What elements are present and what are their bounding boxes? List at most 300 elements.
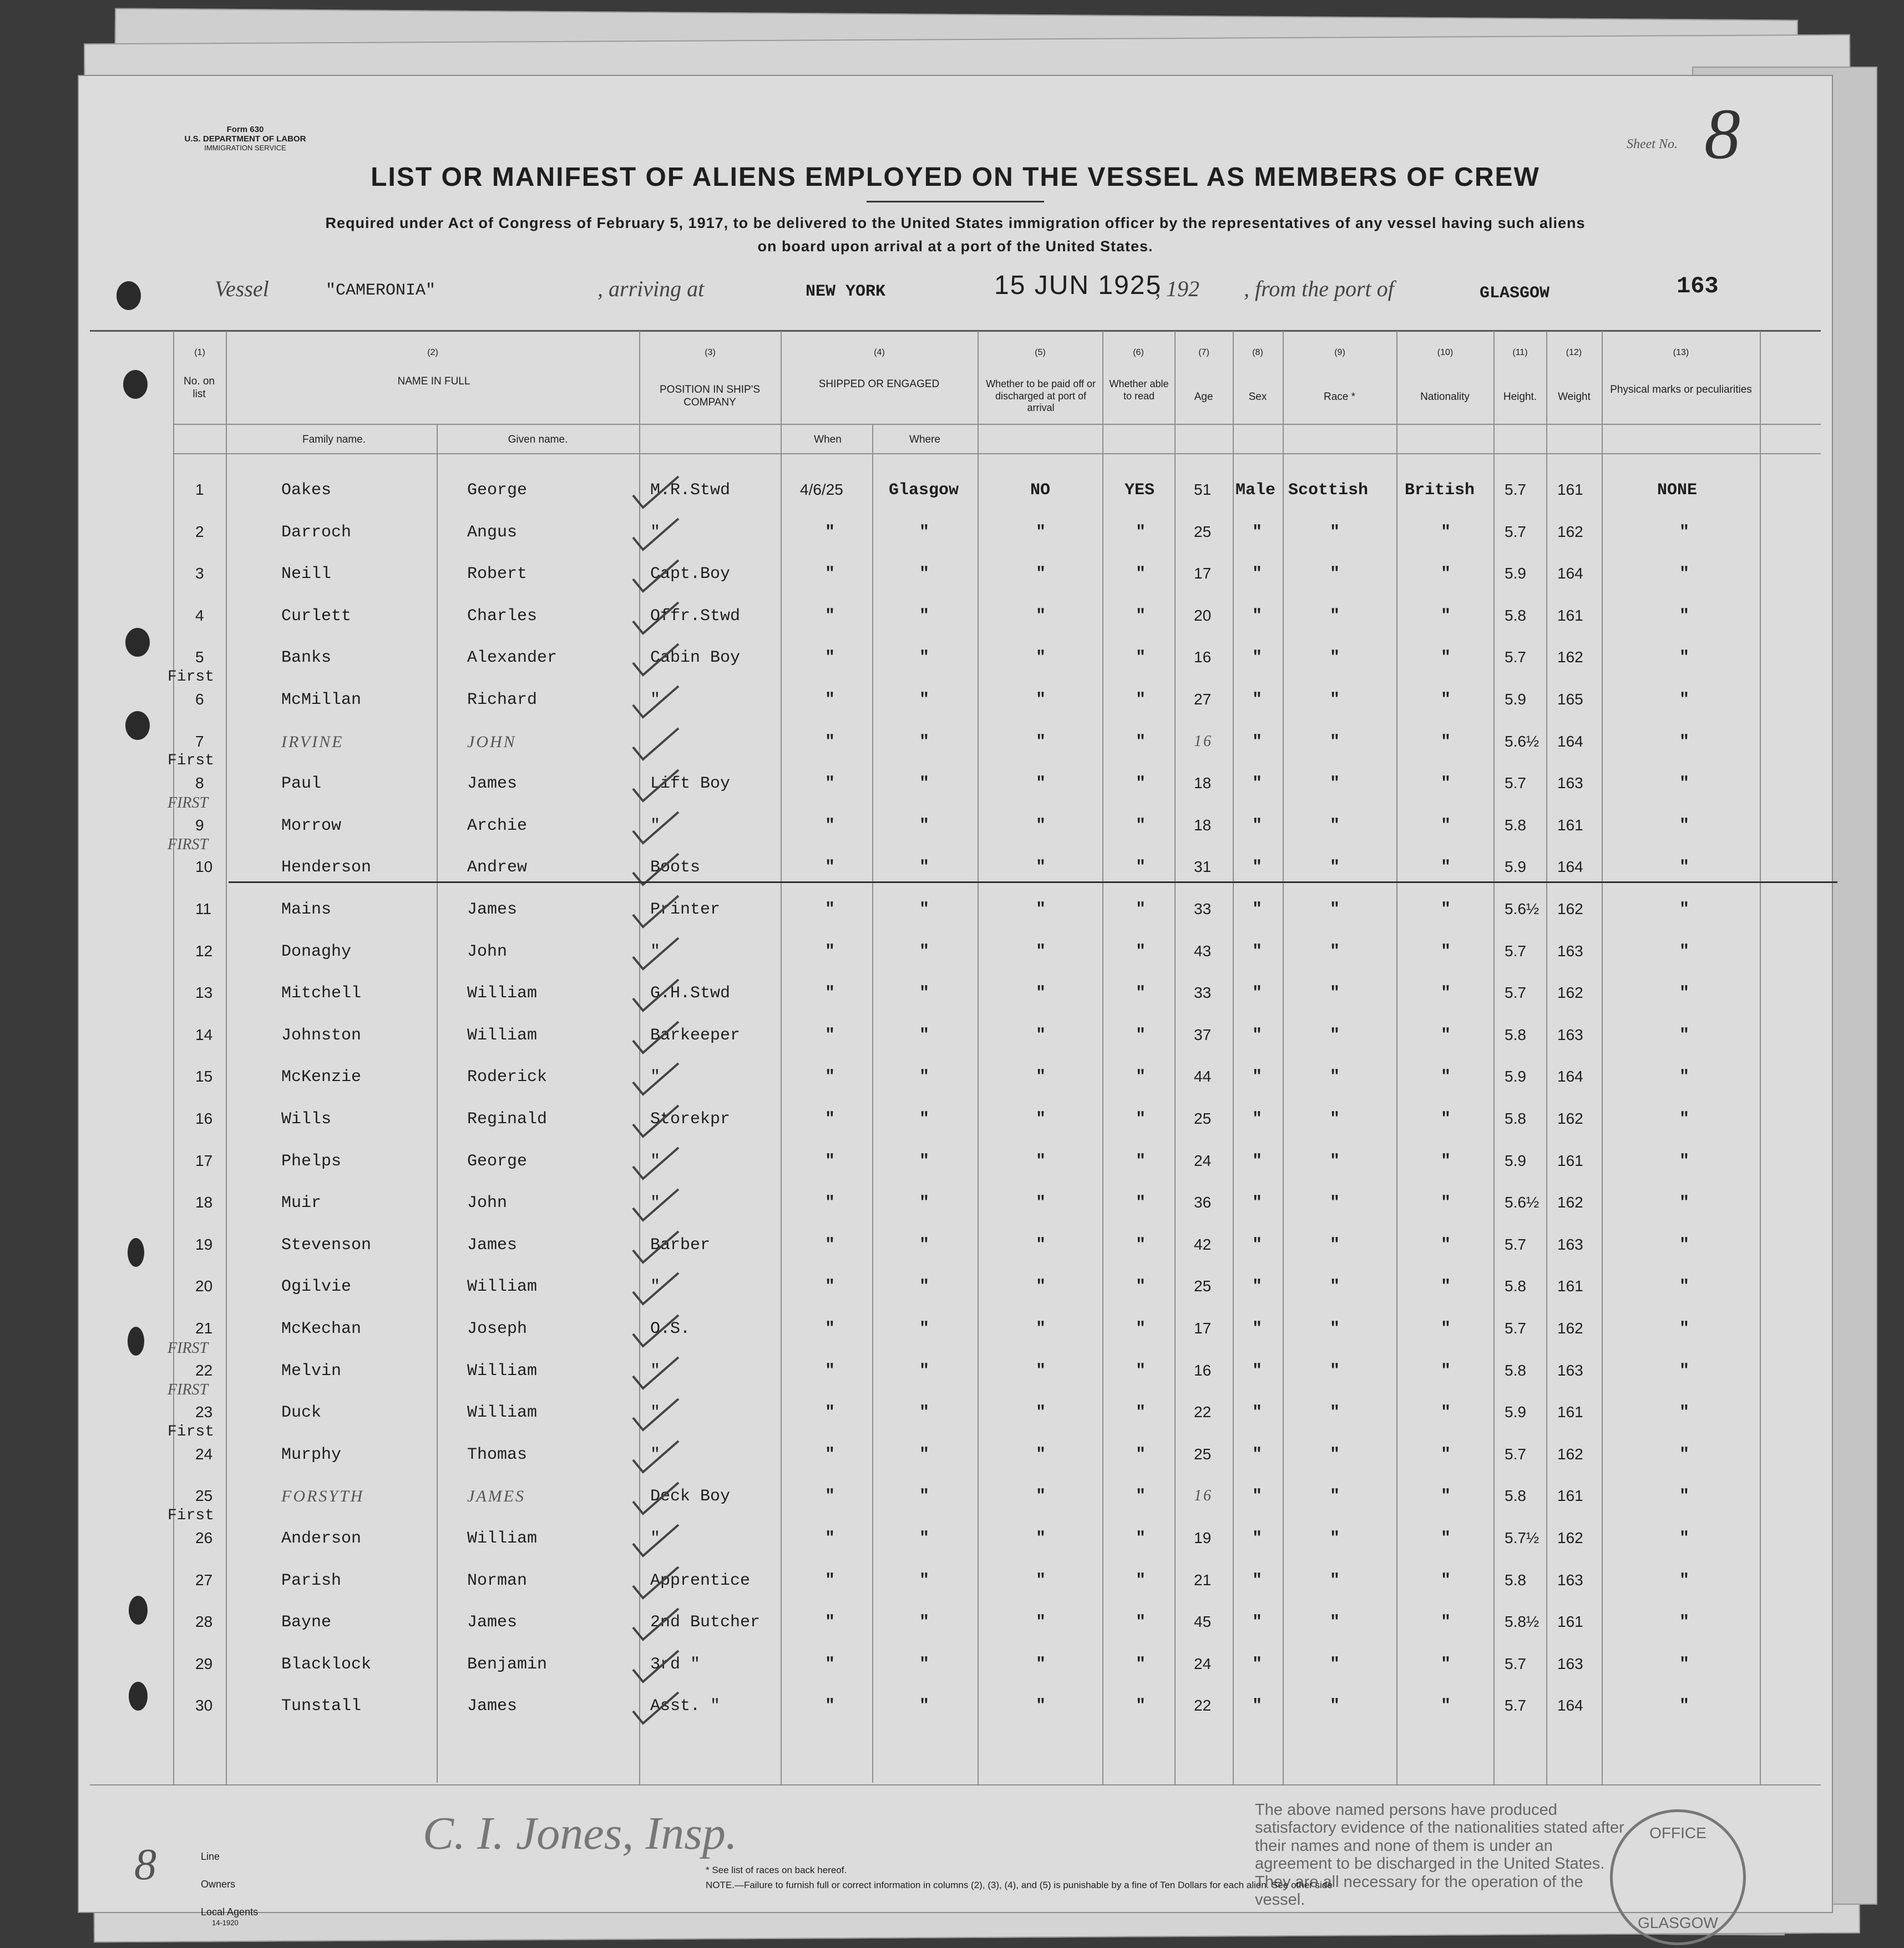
footer-line-label: Line (201, 1851, 220, 1862)
position: Lift Boy (650, 774, 731, 794)
row-number: 1 (195, 481, 204, 498)
header-family-name: Family name. (302, 434, 366, 445)
check-mark-icon (631, 1438, 681, 1477)
ditto-nationality: " (1441, 1571, 1451, 1590)
ditto-able-read: " (1136, 1655, 1146, 1674)
ditto-physical: " (1679, 1655, 1690, 1674)
table-row (79, 733, 1832, 774)
height: 5.8½ (1505, 1613, 1540, 1631)
ditto-when: " (825, 774, 835, 794)
margin-note: First (168, 1507, 215, 1524)
margin-note: FIRST (168, 794, 209, 811)
margin-note: First (168, 668, 215, 686)
ditto-where: " (919, 1613, 930, 1632)
header-age: Age (1194, 391, 1213, 403)
ditto-physical: " (1679, 774, 1690, 794)
ditto-physical: " (1679, 606, 1690, 626)
ditto-able-read: " (1136, 1445, 1146, 1464)
ditto-able-read: " (1136, 1529, 1146, 1548)
family-name: Muir (281, 1194, 322, 1213)
check-mark-icon (631, 1228, 681, 1267)
table-row (79, 984, 1832, 1025)
given-name: Thomas (467, 1445, 528, 1464)
ditto-nationality: " (1441, 858, 1451, 877)
ditto-able-read: " (1136, 1571, 1146, 1590)
ditto-sex: " (1252, 1235, 1263, 1255)
table-row (79, 1026, 1832, 1067)
agency-stamp (1610, 1809, 1746, 1945)
weight: 163 (1557, 1235, 1583, 1253)
table-row (79, 481, 1832, 522)
ditto-physical: " (1679, 1277, 1690, 1297)
check-mark-icon (631, 850, 681, 889)
position: " (650, 1529, 661, 1548)
ditto-able-read: " (1136, 565, 1146, 584)
ditto-paid-off: " (1036, 606, 1046, 626)
ditto-paid-off: " (1036, 942, 1046, 961)
age: 21 (1194, 1571, 1212, 1589)
family-name: McMillan (281, 691, 362, 709)
ditto-race: " (1330, 1235, 1340, 1255)
ditto-sex: " (1252, 774, 1263, 794)
ditto-race: " (1330, 1110, 1340, 1129)
ditto-physical: " (1679, 565, 1690, 584)
ditto-race: " (1330, 691, 1340, 709)
ditto-race: " (1330, 858, 1340, 877)
row-number: 2 (195, 522, 204, 540)
table-row (79, 1110, 1832, 1151)
ditto-sex: " (1252, 565, 1263, 584)
ditto-paid-off: " (1036, 1487, 1046, 1506)
ditto-where: " (919, 942, 930, 961)
sex: Male (1235, 481, 1276, 500)
date-stamp: 15 JUN 1925 (994, 271, 1162, 300)
height: 5.7 (1505, 984, 1526, 1002)
ditto-where: " (919, 1026, 930, 1045)
table-row (79, 774, 1832, 815)
ditto-sex: " (1252, 1613, 1263, 1632)
family-name: Johnston (281, 1026, 362, 1045)
row-number: 3 (195, 565, 204, 582)
ditto-race: " (1330, 1277, 1340, 1297)
check-mark-icon (631, 1018, 681, 1057)
row-number: 24 (195, 1445, 213, 1463)
row-number: 8 (195, 774, 204, 792)
header-shipped: SHIPPED OR ENGAGED (818, 378, 940, 390)
age: 18 (1194, 816, 1212, 834)
check-mark-icon (631, 809, 681, 848)
ditto-when: " (825, 1151, 835, 1171)
ditto-race: " (1330, 648, 1340, 668)
height: 5.7 (1505, 1320, 1526, 1337)
given-name: John (467, 1194, 508, 1213)
row-number: 23 (195, 1403, 213, 1421)
col-number-4: (4) (874, 348, 885, 357)
from-port: GLASGOW (1480, 284, 1550, 303)
ditto-able-read: " (1136, 774, 1146, 794)
weight: 162 (1557, 1110, 1583, 1127)
weight: 161 (1557, 481, 1583, 498)
strike-line (229, 881, 1837, 883)
header-race: Race * (1323, 391, 1356, 403)
year-label: , 192 (1155, 276, 1199, 301)
age: 17 (1194, 565, 1212, 582)
height: 5.8 (1505, 1571, 1526, 1589)
ditto-nationality: " (1441, 1277, 1451, 1297)
col-number-7: (7) (1198, 348, 1209, 357)
ditto-able-read: " (1136, 1235, 1146, 1255)
ditto-nationality: " (1441, 1697, 1451, 1716)
ditto-when: " (825, 1194, 835, 1213)
ditto-sex: " (1252, 1068, 1263, 1087)
ditto-nationality: " (1441, 1445, 1451, 1464)
ditto-sex: " (1252, 942, 1263, 961)
ditto-when: " (825, 1487, 835, 1506)
ditto-race: " (1330, 1026, 1340, 1045)
row-number: 27 (195, 1571, 213, 1589)
age: 51 (1194, 481, 1212, 498)
family-name: Morrow (281, 816, 342, 835)
weight: 164 (1557, 565, 1583, 582)
ditto-where: " (919, 1403, 930, 1423)
height: 5.7 (1505, 1655, 1526, 1672)
ditto-able-read: " (1136, 606, 1146, 626)
ditto-where: " (919, 984, 930, 1003)
footnote-fine: NOTE.—Failure to furnish full or correct information in columns (2), (3), (4), and (5) is punishable by a fine of Ten Dollars for each alien. See other side (706, 1880, 1333, 1890)
ditto-physical: " (1679, 1110, 1690, 1129)
ditto-race: " (1330, 1068, 1340, 1087)
weight: 164 (1557, 858, 1583, 876)
ditto-physical: " (1679, 1529, 1690, 1548)
position: Deck Boy (650, 1487, 731, 1506)
row-number: 10 (195, 858, 213, 876)
ditto-paid-off: " (1036, 900, 1046, 919)
age: 19 (1194, 1529, 1212, 1546)
weight: 162 (1557, 1445, 1583, 1463)
ditto-paid-off: " (1036, 732, 1046, 752)
ditto-physical: " (1679, 648, 1690, 668)
position: " (650, 1403, 661, 1423)
ditto-paid-off: " (1036, 1613, 1046, 1632)
given-name: James (467, 900, 518, 919)
row-number: 16 (195, 1110, 213, 1127)
page-title: LIST OR MANIFEST OF ALIENS EMPLOYED ON THE VESSEL AS MEMBERS OF CREW (371, 163, 1540, 192)
check-mark-icon (631, 515, 681, 554)
check-mark-icon (631, 725, 681, 764)
family-name: Bayne (281, 1613, 332, 1632)
margin-note: FIRST (168, 836, 209, 854)
service: IMMIGRATION SERVICE (204, 143, 286, 152)
given-name: Richard (467, 691, 538, 709)
ditto-where: " (919, 1320, 930, 1338)
age: 24 (1194, 1655, 1212, 1672)
check-mark-icon (631, 1312, 681, 1351)
row-number: 5 (195, 648, 204, 666)
ditto-paid-off: " (1036, 1529, 1046, 1548)
table-row (79, 1529, 1832, 1570)
ditto-where: " (919, 648, 930, 668)
ditto-sex: " (1252, 816, 1263, 835)
ditto-where: " (919, 774, 930, 794)
ditto-sex: " (1252, 648, 1263, 668)
family-name: Neill (281, 565, 332, 584)
given-name: James (467, 1613, 518, 1632)
ditto-nationality: " (1441, 1068, 1451, 1087)
row-number: 15 (195, 1068, 213, 1085)
ditto-when: " (825, 522, 835, 542)
ditto-race: " (1330, 900, 1340, 919)
when: 4/6/25 (800, 481, 843, 498)
height: 5.7 (1505, 1445, 1526, 1463)
from-label: , from the port of (1244, 276, 1394, 301)
ditto-where: " (919, 1151, 930, 1171)
ditto-nationality: " (1441, 1235, 1451, 1255)
ditto-race: " (1330, 1487, 1340, 1506)
ditto-physical: " (1679, 522, 1690, 542)
ditto-nationality: " (1441, 1026, 1451, 1045)
weight: 161 (1557, 1487, 1583, 1505)
vessel-label: Vessel (215, 276, 269, 301)
ditto-when: " (825, 858, 835, 877)
ditto-physical: " (1679, 984, 1690, 1003)
age: 37 (1194, 1026, 1212, 1043)
col-number-3: (3) (705, 348, 716, 357)
ditto-paid-off: " (1036, 522, 1046, 542)
inspector-signature: C. I. Jones, Insp. (423, 1808, 737, 1859)
stamp-top-text: OFFICE (1649, 1824, 1706, 1842)
col-number-8: (8) (1252, 348, 1263, 357)
vessel-name: "CAMERONIA" (326, 281, 436, 300)
family-name: IRVINE (281, 732, 344, 751)
row-number: 26 (195, 1529, 213, 1546)
ditto-nationality: " (1441, 1403, 1451, 1423)
ditto-paid-off: " (1036, 1697, 1046, 1716)
ditto-nationality: " (1441, 1613, 1451, 1632)
department: U.S. DEPARTMENT OF LABOR (184, 134, 306, 144)
ditto-able-read: " (1136, 732, 1146, 752)
header-weight: Weight (1558, 391, 1591, 403)
ditto-able-read: " (1136, 522, 1146, 542)
row-number: 13 (195, 984, 213, 1002)
header-physical: Physical marks or peculiarities (1610, 384, 1752, 395)
family-name: McKenzie (281, 1068, 362, 1087)
header-given-name: Given name. (508, 434, 568, 445)
row-number: 22 (195, 1361, 213, 1379)
stamp-text: GLASGOW (1638, 1914, 1718, 1931)
ditto-nationality: " (1441, 1487, 1451, 1506)
ditto-paid-off: " (1036, 1068, 1046, 1087)
ditto-physical: " (1679, 1151, 1690, 1171)
col-number-10: (10) (1437, 348, 1454, 357)
ditto-able-read: " (1136, 1277, 1146, 1297)
col-number-5: (5) (1035, 348, 1046, 357)
ditto-nationality: " (1441, 900, 1451, 919)
ditto-nationality: " (1441, 522, 1451, 542)
row-number: 21 (195, 1320, 213, 1337)
position: Storekpr (650, 1110, 731, 1129)
ditto-where: " (919, 1194, 930, 1213)
ditto-nationality: " (1441, 691, 1451, 709)
position: Capt.Boy (650, 565, 731, 584)
height: 5.7 (1505, 522, 1526, 540)
ditto-sex: " (1252, 984, 1263, 1003)
col-number-2: (2) (427, 348, 438, 357)
ditto-when: " (825, 1026, 835, 1045)
check-mark-icon (631, 935, 681, 973)
given-name: Reginald (467, 1110, 548, 1129)
check-mark-icon (631, 1605, 681, 1644)
row-number: 17 (195, 1151, 213, 1169)
row-number: 20 (195, 1277, 213, 1295)
family-name: Parish (281, 1571, 342, 1590)
age: 44 (1194, 1068, 1212, 1085)
check-mark-icon (631, 683, 681, 722)
row-number: 19 (195, 1235, 213, 1253)
weight: 161 (1557, 1151, 1583, 1169)
given-name: Joseph (467, 1320, 528, 1338)
weight: 163 (1557, 1655, 1583, 1672)
ditto-where: " (919, 900, 930, 919)
ditto-race: " (1330, 1571, 1340, 1590)
family-name: Banks (281, 648, 332, 668)
ditto-race: " (1330, 1361, 1340, 1381)
family-name: Phelps (281, 1151, 342, 1171)
row-number: 14 (195, 1026, 213, 1043)
table-row (79, 565, 1832, 606)
check-mark-icon (631, 1564, 681, 1602)
weight: 162 (1557, 1194, 1583, 1211)
ditto-sex: " (1252, 858, 1263, 877)
ditto-where: " (919, 1487, 930, 1506)
family-name: Anderson (281, 1529, 362, 1548)
ditto-nationality: " (1441, 1320, 1451, 1338)
subheader-rule (173, 424, 1821, 425)
ditto-sex: " (1252, 691, 1263, 709)
ditto-where: " (919, 816, 930, 835)
weight: 162 (1557, 522, 1583, 540)
height: 5.8 (1505, 606, 1526, 624)
ditto-paid-off: " (1036, 1320, 1046, 1338)
table-bottom-rule (90, 1784, 1821, 1785)
check-mark-icon (631, 1689, 681, 1728)
ditto-when: " (825, 1613, 835, 1632)
given-name: George (467, 1151, 528, 1171)
check-mark-icon (631, 1521, 681, 1560)
family-name: Henderson (281, 858, 372, 877)
table-row (79, 1362, 1832, 1403)
ditto-sex: " (1252, 1529, 1263, 1548)
ditto-paid-off: " (1036, 1403, 1046, 1423)
ditto-sex: " (1252, 732, 1263, 752)
certification-note: The above named persons have produced satisfactory evidence of the nationalities stated after their names and none of them is under an agreement to be discharged in the United States. They are all necessary for the operation of the vessel. (1255, 1801, 1624, 1909)
ditto-when: " (825, 1403, 835, 1423)
table-row (79, 1236, 1832, 1277)
table-row (79, 1445, 1832, 1487)
ditto-where: " (919, 1361, 930, 1381)
given-name: Benjamin (467, 1655, 548, 1674)
footer-agents-label: Local Agents (201, 1906, 259, 1917)
check-mark-icon (631, 473, 681, 512)
ditto-paid-off: " (1036, 774, 1046, 794)
ditto-where: " (919, 1655, 930, 1674)
ditto-able-read: " (1136, 1320, 1146, 1338)
position: " (650, 691, 661, 709)
list-number: 163 (1677, 273, 1719, 300)
ditto-able-read: " (1136, 1068, 1146, 1087)
given-name: Andrew (467, 858, 528, 877)
footer-form-code: 14-1920 (212, 1919, 239, 1927)
height: 5.6½ (1505, 732, 1540, 750)
ditto-race: " (1330, 1151, 1340, 1171)
ditto-able-read: " (1136, 984, 1146, 1003)
row-number: 18 (195, 1194, 213, 1211)
ditto-race: " (1330, 606, 1340, 626)
check-mark-icon (631, 767, 681, 805)
ditto-able-read: " (1136, 942, 1146, 961)
position: " (650, 1277, 661, 1297)
age: 43 (1194, 942, 1212, 960)
check-mark-icon (631, 1144, 681, 1183)
ditto-able-read: " (1136, 1194, 1146, 1213)
family-name: FORSYTH (281, 1487, 364, 1506)
ditto-paid-off: " (1036, 1445, 1046, 1464)
ditto-where: " (919, 732, 930, 752)
ditto-sex: " (1252, 900, 1263, 919)
form-number: Form 630 (226, 125, 264, 134)
ditto-physical: " (1679, 1613, 1690, 1632)
ditto-paid-off: " (1036, 691, 1046, 709)
ditto-when: " (825, 900, 835, 919)
family-name: Duck (281, 1403, 322, 1423)
position: " (650, 1194, 661, 1213)
ditto-where: " (919, 1110, 930, 1129)
ditto-race: " (1330, 565, 1340, 584)
given-name: William (467, 984, 538, 1003)
subtitle-line1: Required under Act of Congress of February 5, 1917, to be delivered to the United States immigration officer by the representatives of any vessel having such aliens (325, 215, 1586, 231)
ditto-when: " (825, 1655, 835, 1674)
binder-hole (117, 281, 141, 310)
where: Glasgow (889, 481, 959, 500)
age: 16 (1194, 1361, 1212, 1379)
family-name: Stevenson (281, 1235, 372, 1255)
ditto-where: " (919, 1697, 930, 1716)
ditto-sex: " (1252, 1445, 1263, 1464)
margin-note: First (168, 1423, 215, 1440)
position: Printer (650, 900, 721, 919)
height: 5.9 (1505, 1068, 1526, 1085)
position: Apprentice (650, 1571, 751, 1590)
position: " (650, 522, 661, 542)
age: 22 (1194, 1697, 1212, 1714)
col-number-9: (9) (1334, 348, 1345, 357)
weight: 163 (1557, 1361, 1583, 1379)
table-row (79, 1194, 1832, 1235)
ditto-sex: " (1252, 1026, 1263, 1045)
ditto-paid-off: " (1036, 984, 1046, 1003)
ditto-paid-off: " (1036, 1110, 1046, 1129)
ditto-physical: " (1679, 942, 1690, 961)
row-number: 11 (195, 900, 212, 917)
ditto-where: " (919, 1068, 930, 1087)
family-name: McKechan (281, 1320, 362, 1338)
ditto-sex: " (1252, 1194, 1263, 1213)
ditto-when: " (825, 1361, 835, 1381)
table-row (79, 1571, 1832, 1612)
header-no-on-list: No. on list (184, 376, 215, 400)
age: 25 (1194, 1110, 1212, 1127)
age: 33 (1194, 984, 1212, 1002)
height: 5.7 (1505, 481, 1526, 498)
